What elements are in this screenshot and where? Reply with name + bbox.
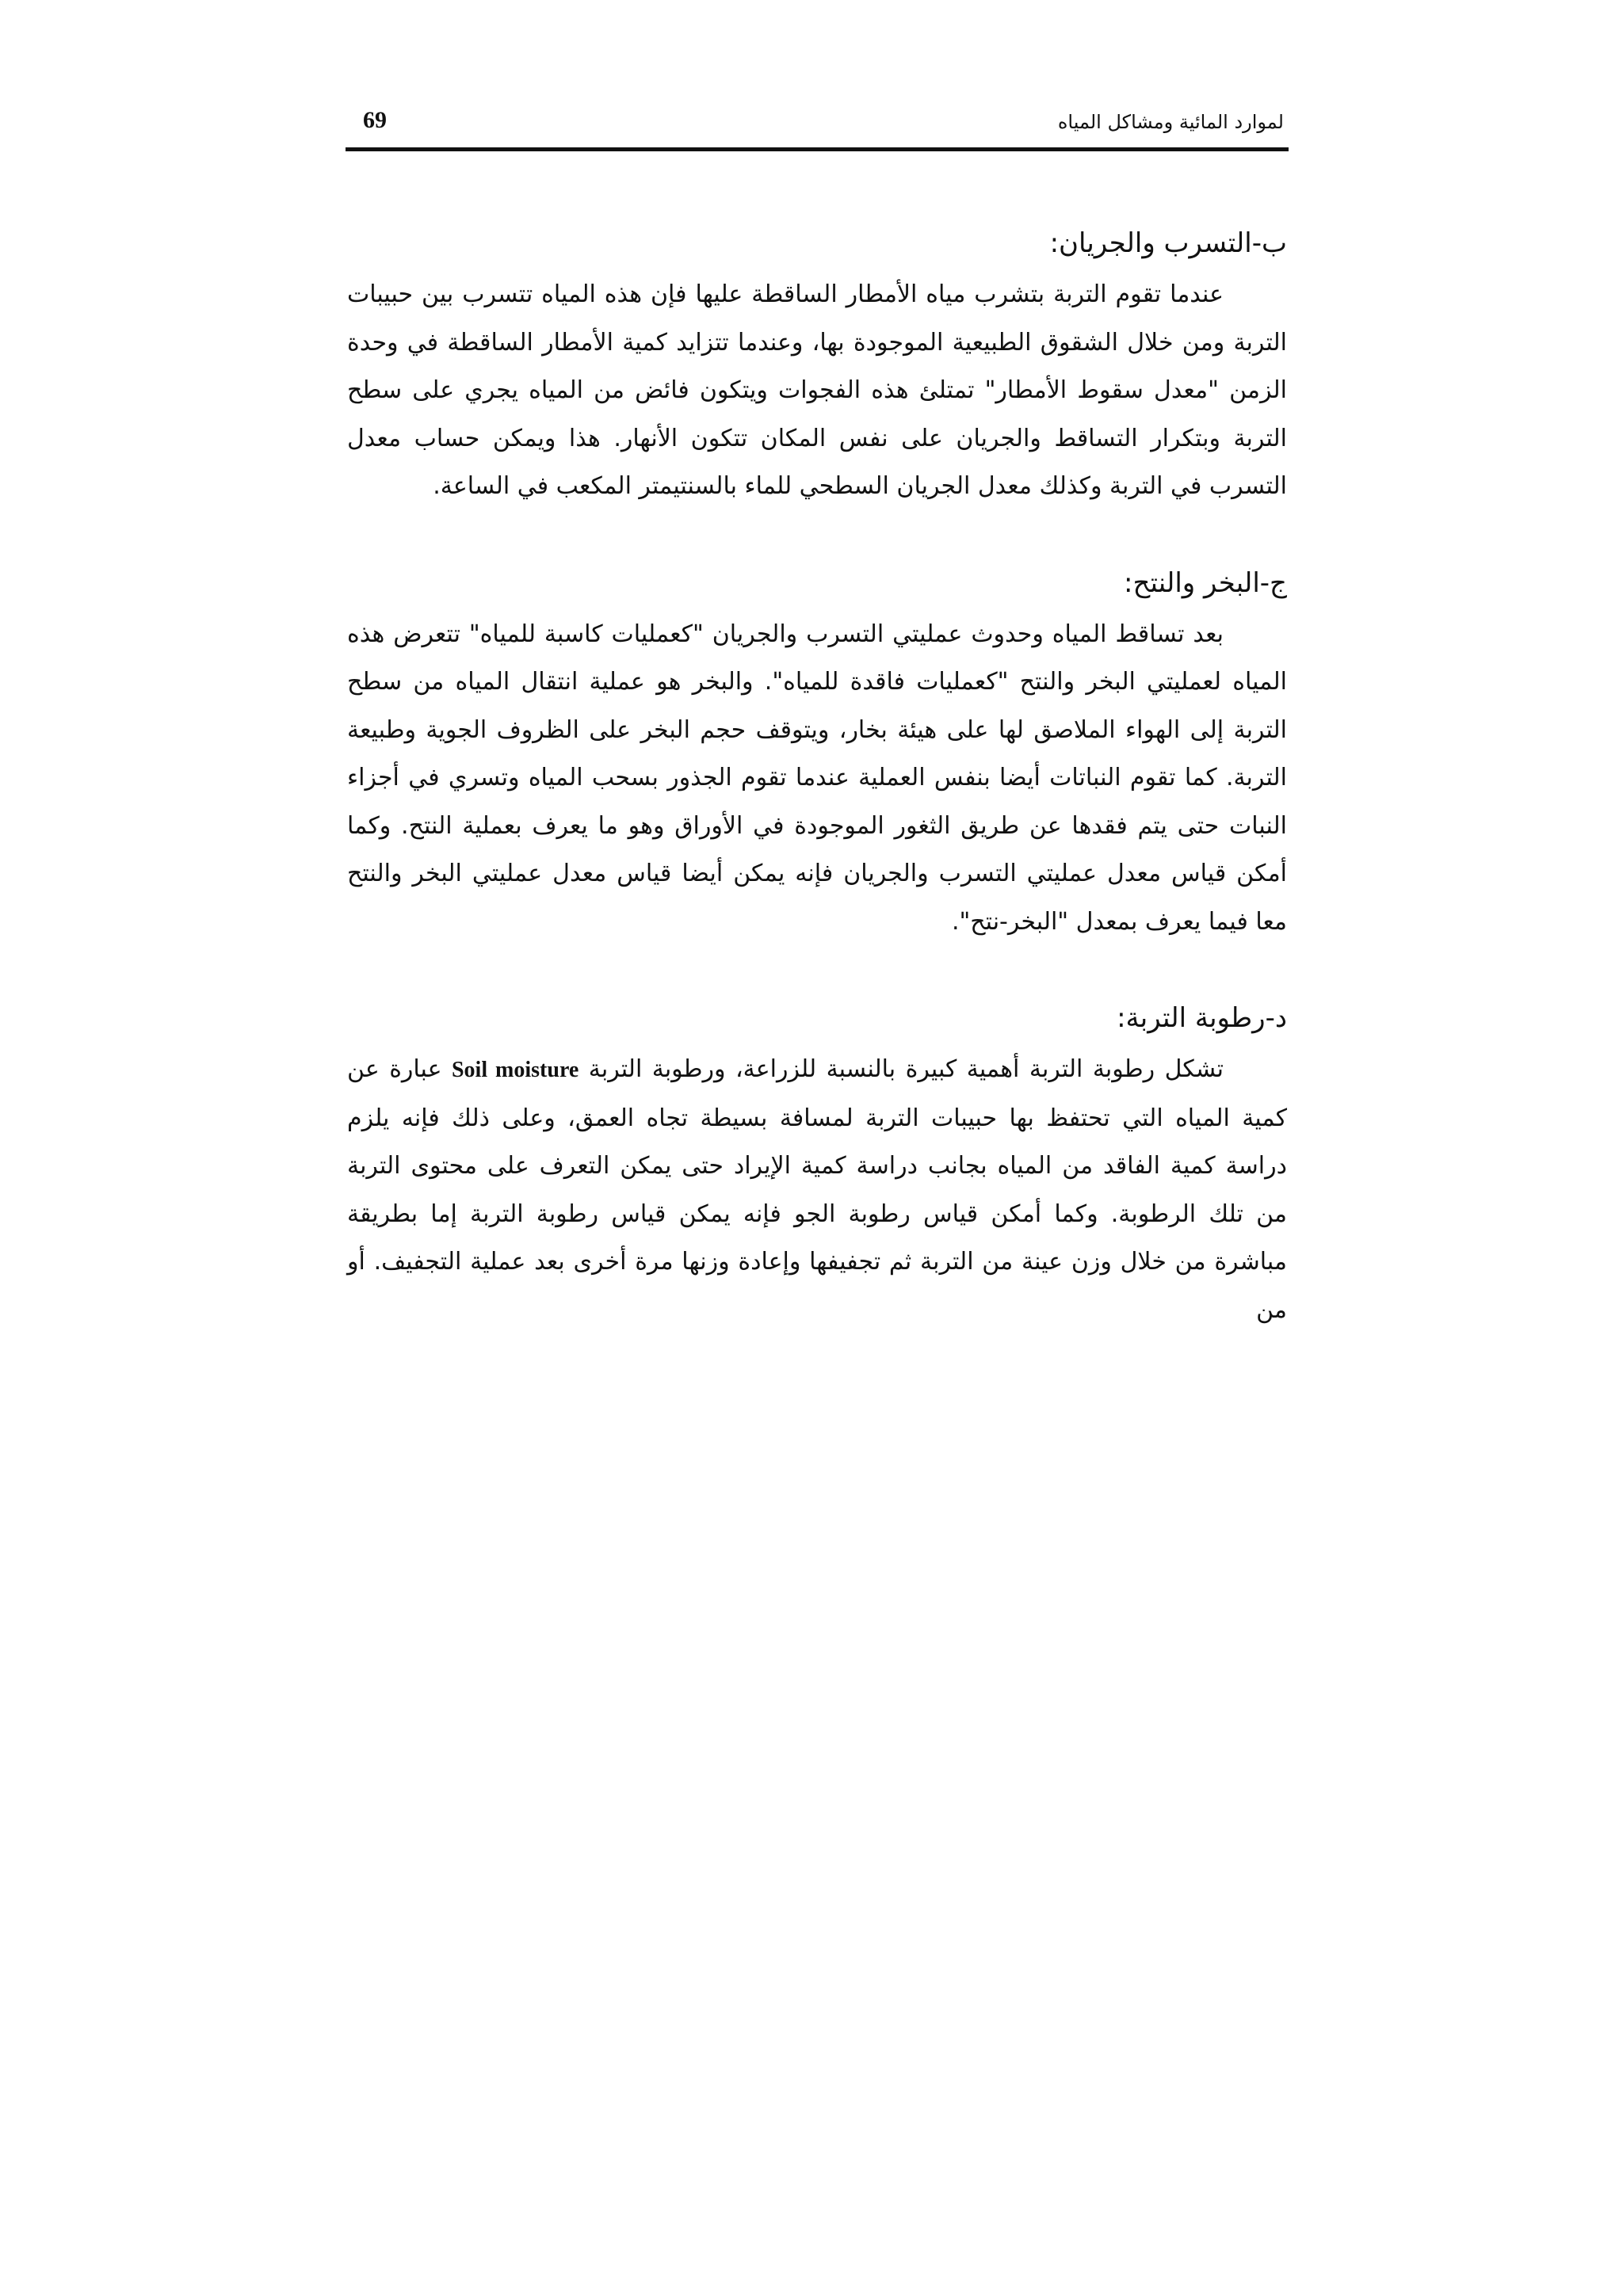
running-title: لموارد المائية ومشاكل المياه [1057, 111, 1284, 133]
section-paragraph: عندما تقوم التربة بتشرب مياه الأمطار الساقطة عليها فإن هذه المياه تتسرب بين حبيبات التربة ومن خلال الشقوق الطبيعية الموجودة بها، وعندما تتزايد كمية الأمطار الساقطة في وحدة الزمن "معدل سقوط الأمطار" تمتلئ هذه الفجوات ويتكون فائض من المياه يجري على سطح التربة وبتكرار التساقط والجريان على نفس المكان تتكون الأنهار. هذا ويمكن حساب معدل التسرب في التربة وكذلك معدل الجريان السطحي للماء بالسنتيمتر المكعب في الساعة. [347, 280, 1287, 500]
section-soil-moisture [347, 990, 1287, 1334]
section-heading: ج-البخر والنتح: [1124, 566, 1287, 599]
section-paragraph [347, 1046, 1287, 1334]
section-paragraph: بعد تساقط المياه وحدوث عمليتي التسرب والجريان "كعمليات كاسبة للمياه" تتعرض هذه المياه لعمليتي البخر والنتح "كعمليات فاقدة للمياه". والبخر هو عملية انتقال المياه من سطح التربة إلى الهواء الملاصق لها على هيئة بخار، ويتوقف حجم البخر على الظروف الجوية وطبيعة التربة. كما تقوم النباتات أيضا بنفس العملية عندما تقوم الجذور بسحب المياه وتسري في أجزاء النبات حتى يتم فقدها عن طريق الثغور الموجودة في الأوراق وهو ما يعرف بعملية النتح. وكما أمكن قياس معدل عمليتي التسرب والجريان فإنه يمكن أيضا قياس معدل عمليتي البخر والنتح معا فيما يعرف بمعدل "البخر-نتح". [347, 620, 1287, 936]
paragraph-text-after-term: عبارة عن كمية المياه التي تحتفظ بها حبيبات التربة لمسافة بسيطة تجاه العمق، وعلى ذلك فإنه يلزم دراسة كمية الفاقد من المياه بجانب دراسة كمية الإيراد حتى يمكن التعرف على محتوى التربة من تلك الرطوبة. وكما أمكن قياس رطوبة الجو فإنه يمكن قياس رطوبة التربة إما بطريقة مباشرة من خلال وزن عينة من التربة ثم تجفيفها وإعادة وزنها مرة أخرى بعد عملية التجفيف. أو من [347, 1055, 1287, 1324]
paragraph-text-before-term: تشكل رطوبة التربة أهمية كبيرة بالنسبة للزراعة، ورطوبة التربة [579, 1055, 1224, 1083]
page-body [347, 215, 1287, 1334]
page-header [346, 101, 1289, 149]
section-evaporation-transpiration [347, 555, 1287, 947]
latin-term: Soil moisture [451, 1058, 579, 1082]
section-seepage-runoff [347, 215, 1287, 511]
section-heading: ب-التسرب والجريان: [1049, 227, 1287, 259]
section-heading: د-رطوبة التربة: [1117, 1002, 1287, 1034]
page-number: 69 [363, 107, 387, 133]
header-divider [346, 147, 1289, 151]
